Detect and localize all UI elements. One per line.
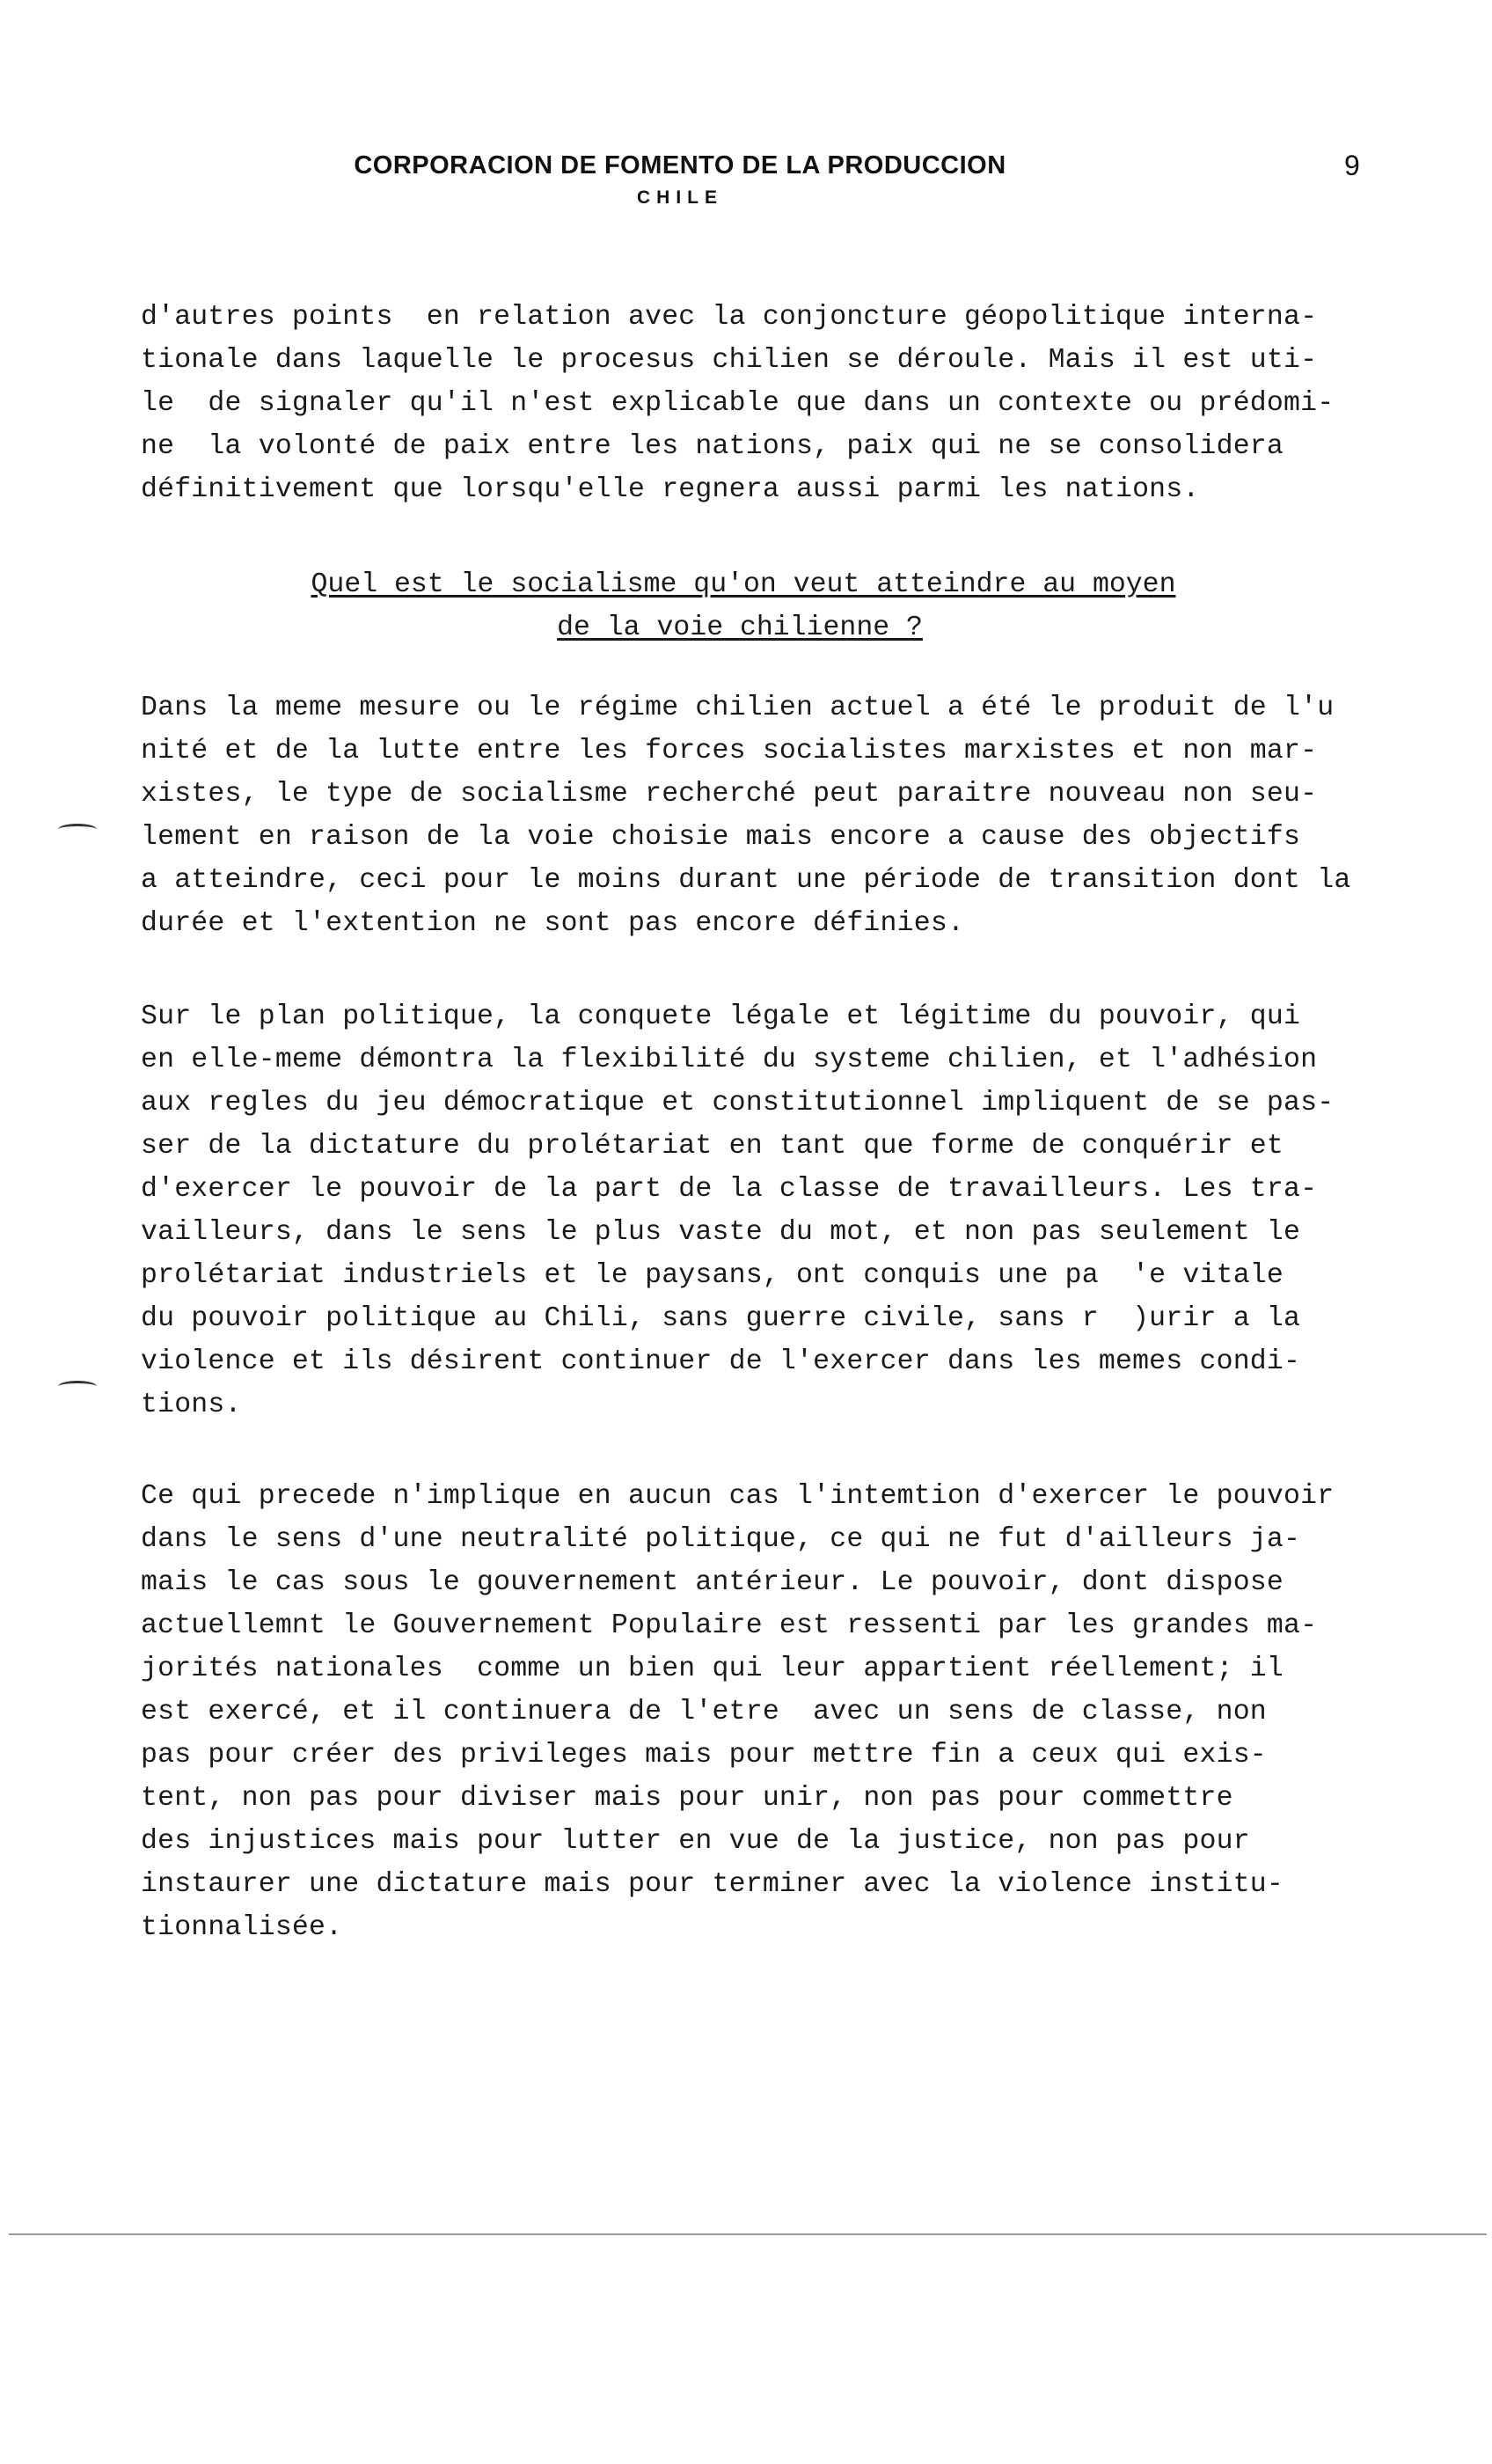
letterhead-subtitle: CHILE (637, 187, 723, 208)
margin-mark (58, 824, 97, 835)
section-heading-line-2: de la voie chilienne ? (557, 612, 923, 643)
paragraph-3: Sur le plan politique, la conquete légale et légitime du pouvoir, qui en elle-meme démontra la flexibilité du systeme chilien, et l'adhésion aux regles du jeu démocratique et constitutionnel impliquent de se pas- ser de la dictature du prolétariat en tant que forme de conquérir et d'exercer le pouvoir de la part de la classe de travailleurs. Les tra- vailleurs, dans le sens le plus vaste du mot, et non pas seulement le prolétariat industriels et le paysans, ont conquis une pa 'e vitale du pouvoir politique au Chili, sans guerre civile, sans r )urir a la violence et ils désirent continuer de l'exercer dans les memes condi- tions. (141, 1001, 1335, 1420)
page-number: 9 (1344, 150, 1360, 181)
page-bottom-rule (9, 2233, 1487, 2235)
letterhead-title: CORPORACION DE FOMENTO DE LA PRODUCCION (354, 151, 1006, 180)
paragraph-1: d'autres points en relation avec la conjoncture géopolitique interna- tionale dans laquelle le procesus chilien se déroule. Mais il est uti- le de signaler qu'il n'est explicable que dans un contexte ou prédomi- ne la volonté de paix entre les nations, paix qui ne se consolidera définitivement que lorsqu'elle regnera aussi parmi les nations. (141, 302, 1335, 505)
margin-mark (58, 1381, 97, 1392)
letterhead (0, 151, 1492, 209)
section-heading (0, 563, 1492, 649)
paragraph-2: Dans la meme mesure ou le régime chilien actuel a été le produit de l'u nité et de la lutte entre les forces socialistes marxistes et non mar- xistes, le type de socialisme recherché peut paraitre nouveau non seu- lement en raison de la voie choisie mais encore a cause des objectifs a atteindre, ceci pour le moins durant une période de transition dont la durée et l'extention ne sont pas encore définies. (141, 693, 1351, 939)
paragraph-4: Ce qui precede n'implique en aucun cas l'intemtion d'exercer le pouvoir dans le sens d'une neutralité politique, ce qui ne fut d'ailleurs ja- mais le cas sous le gouvernement antérieur. Le pouvoir, dont dispose actuellemnt le Gouvernement Populaire est ressenti par les grandes ma- jorités nationales comme un bien qui leur appartient réellement; il est exercé, et il continuera de l'etre avec un sens de classe, non pas pour créer des privileges mais pour mettre fin a ceux qui exis- tent, non pas pour diviser mais pour unir, non pas pour commettre des injustices mais pour lutter en vue de la justice, non pas pour instaurer une dictature mais pour terminer avec la violence institu- tionnalisée. (141, 1481, 1335, 1943)
section-heading-line-1: Quel est le socialisme qu'on veut atteindre au moyen (311, 569, 1176, 600)
